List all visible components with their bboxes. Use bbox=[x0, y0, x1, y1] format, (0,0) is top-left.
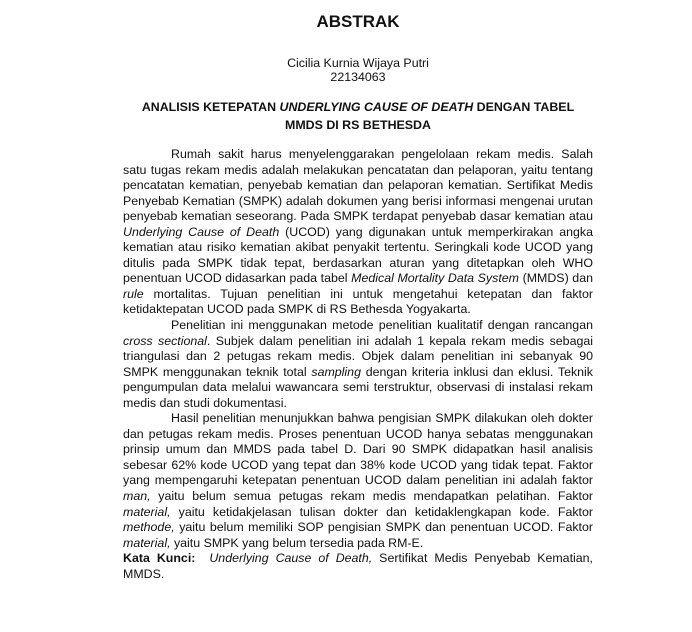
italic-term: rule bbox=[123, 286, 144, 301]
keywords-label: Kata Kunci: bbox=[123, 551, 196, 566]
text-segment: (UCOD) yang digunakan untuk memperkirakan angka kematian atau risiko kematian akibat penyakit tertentu. Seringkali kode UCOD yang ditulis pada SMPK tidak tepat, berdasarkan aturan yang ditetapkan oleh WHO penentuan UCOD didasarkan pada tabel bbox=[123, 224, 593, 286]
italic-term: sampling bbox=[311, 364, 361, 379]
student-id: 22134063 bbox=[330, 70, 386, 84]
text-segment: yaitu belum memiliki SOP pengisian SMPK dan penentuan UCOD. Faktor bbox=[174, 520, 593, 535]
abstract-page bbox=[123, 0, 593, 582]
text-segment: mortalitas. Tujuan penelitian ini untuk mengetahui ketepatan dan faktor ketidaktepatan UCOD pada SMPK di RS Bethesda Yogyakarta. bbox=[123, 286, 593, 317]
keywords-spacer bbox=[195, 551, 209, 565]
italic-term: methode, bbox=[123, 520, 175, 535]
italic-term: cross sectional bbox=[123, 333, 207, 348]
italic-term: man, bbox=[123, 489, 151, 504]
author-name: Cicilia Kurnia Wijaya Putri bbox=[287, 56, 429, 70]
keywords bbox=[123, 551, 593, 582]
paragraph-background bbox=[123, 147, 593, 318]
text-segment: yaitu SMPK yang belum tersedia pada RM-E. bbox=[170, 535, 424, 550]
text-segment: yaitu belum semua petugas rekam medis mendapatkan pelatihan. Faktor bbox=[150, 489, 593, 504]
italic-term: material, bbox=[123, 504, 171, 519]
text-segment: Penelitian ini menggunakan metode penelitian kualitatif dengan rancangan bbox=[171, 318, 593, 333]
text-segment: (MMDS) dan bbox=[518, 271, 593, 286]
heading-part-1: ANALISIS KETEPATAN bbox=[141, 100, 280, 114]
keywords-rest: Sertifikat Medis Penyebab Kematian, MMDS. bbox=[123, 551, 593, 581]
text-segment: yaitu ketidakjelasan tulisan dokter dan ketidaklengkapan kode. Faktor bbox=[170, 504, 593, 519]
text-segment: Rumah sakit harus menyelenggarakan pengelolaan rekam medis. Salah satu tugas rekam medis adalah melakukan pencatatan dan pelaporan, yaitu tentang pencatatan kematian, penyebab kematian dan pelaporan kematian. Sertifikat Medis Penyebab Kematian (SMPK) adalah dokumen yang berisi informasi mengenai urutan penyebab kematian seseorang. Pada SMPK terdapat penyebab dasar kematian atau bbox=[123, 147, 593, 224]
heading-part-2: UNDERLYING CAUSE OF DEATH bbox=[279, 100, 474, 114]
paragraph-method bbox=[123, 318, 593, 411]
abstract-title: ABSTRAK bbox=[316, 12, 400, 31]
text-segment: Hasil penelitian menunjukkan bahwa pengisian SMPK dilakukan oleh dokter dan petugas rekam medis. Proses penentuan UCOD hanya sebatas menggunakan prinsip umum dan MMDS pada tabel D. Dari 90 SMPK didapatkan hasil analisis sebesar 62% kode UCOD yang tepat dan 38% kode UCOD yang tidak tepat. Faktor yang mempengaruhi ketepatan penentuan UCOD dalam penelitian ini adalah faktor bbox=[123, 411, 593, 488]
heading-part-3: DENGAN TABEL MMDS DI RS BETHESDA bbox=[285, 100, 575, 132]
paper-heading bbox=[123, 98, 593, 134]
keyword-italic: Underlying Cause of Death, bbox=[209, 551, 373, 566]
paragraph-results bbox=[123, 411, 593, 551]
text-segment: dengan kriteria inklusi dan eklusi. Teknik pengumpulan data melalui wawancara semi terstruktur, observasi di instalasi rekam medis dan studi dokumentasi. bbox=[123, 364, 593, 410]
italic-term: Underlying Cause of Death bbox=[123, 224, 280, 239]
italic-term: material, bbox=[123, 535, 171, 550]
abstract-body bbox=[123, 147, 593, 582]
text-segment: . Subjek dalam penelitian ini adalah 1 kepala rekam medis sebagai triangulasi dan 2 petugas rekam medis. Objek dalam penelitian ini sebanyak 90 SMPK menggunakan teknik total bbox=[123, 333, 594, 379]
author-block bbox=[123, 56, 593, 84]
italic-term: Medical Mortality Data System bbox=[351, 271, 519, 286]
